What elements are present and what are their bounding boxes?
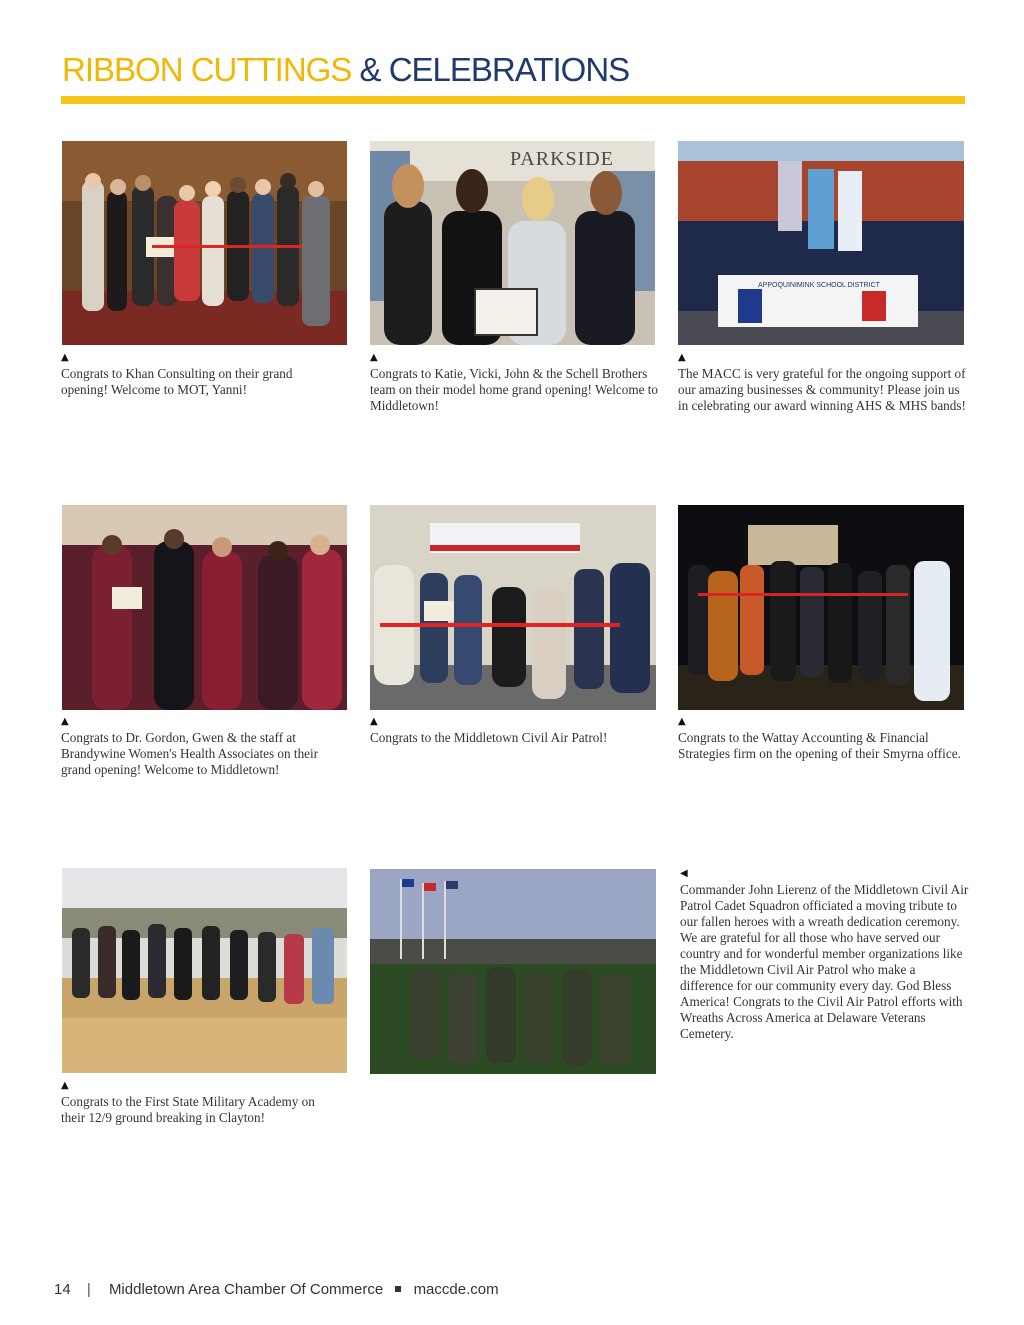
parkside-sign: PARKSIDE [510,148,614,170]
caption-text: The MACC is very grateful for the ongoing support of our amazing businesses & community! Please join us in celebrating our award winning AHS & MHS bands! [678,366,966,413]
photo-schell-brothers [370,141,655,345]
photo-caption [370,716,660,746]
caption-pointer-icon: ▲ [370,352,378,363]
title-rule [61,96,965,104]
caption-pointer-icon: ▲ [61,716,69,727]
caption-text: Congrats to Katie, Vicki, John & the Schell Brothers team on their model home grand opening! Welcome to Middletown! [370,366,659,413]
photo-caption [370,352,660,414]
photo-caption [61,1080,341,1126]
photo-wattay-accounting [678,505,964,710]
caption-pointer-icon: ▲ [678,352,686,363]
photo-brandywine-womens-health [62,505,347,710]
caption-text: Congrats to the First State Military Academy on their 12/9 ground breaking in Clayton! [61,1094,315,1125]
caption-pointer-icon: ◀ [680,868,688,879]
page-title-part2: & CELEBRATIONS [359,51,630,88]
caption-text: Congrats to the Wattay Accounting & Financial Strategies firm on the opening of their Smyrna office. [678,730,961,761]
photo-caption [678,352,968,414]
caption-text: Congrats to the Middletown Civil Air Patrol! [370,730,608,745]
footer-separator: | [86,1281,91,1298]
page-title-part1: RIBBON CUTTINGS [62,51,352,88]
photo-khan-consulting [62,141,347,345]
school-banner: APPOQUINIMINK SCHOOL DISTRICT [758,282,880,289]
photo-civil-air-patrol [370,505,656,710]
photo-caption [678,716,968,762]
photo-wreaths-across-america [370,869,656,1074]
photo-school-bands [678,141,964,345]
caption-text: Commander John Lierenz of the Middletown Civil Air Patrol Cadet Squadron officiated a moving tribute to our fallen heroes with a wreath dedication ceremony. We are grateful for all those who have served our country and for wonderful member organizations like the Middletown Civil Air Patrol who make a difference for our community every day. God Bless America! Congrats to the Civil Air Patrol efforts with Wreaths Across America at Delaware Veterans Cemetery. [680,882,969,1041]
page-title [62,50,629,90]
caption-text: Congrats to Dr. Gordon, Gwen & the staff at Brandywine Women's Health Associates on their grand opening! Welcome to Middletown! [61,730,319,777]
bullet-icon [395,1286,401,1292]
page-number: 14 [54,1281,71,1298]
caption-pointer-icon: ▲ [61,1080,69,1091]
photo-ground-breaking [62,868,347,1073]
footer-organization: Middletown Area Chamber Of Commerce [108,1281,384,1298]
photo-caption [680,868,970,1042]
footer-website[interactable]: maccde.com [413,1281,499,1298]
caption-pointer-icon: ▲ [370,716,378,727]
caption-text: Congrats to Khan Consulting on their grand opening! Welcome to MOT, Yanni! [61,366,293,397]
caption-pointer-icon: ▲ [678,716,686,727]
page-footer [54,1280,499,1300]
caption-pointer-icon: ▲ [61,352,69,363]
photo-caption [61,716,341,778]
photo-caption [61,352,333,398]
